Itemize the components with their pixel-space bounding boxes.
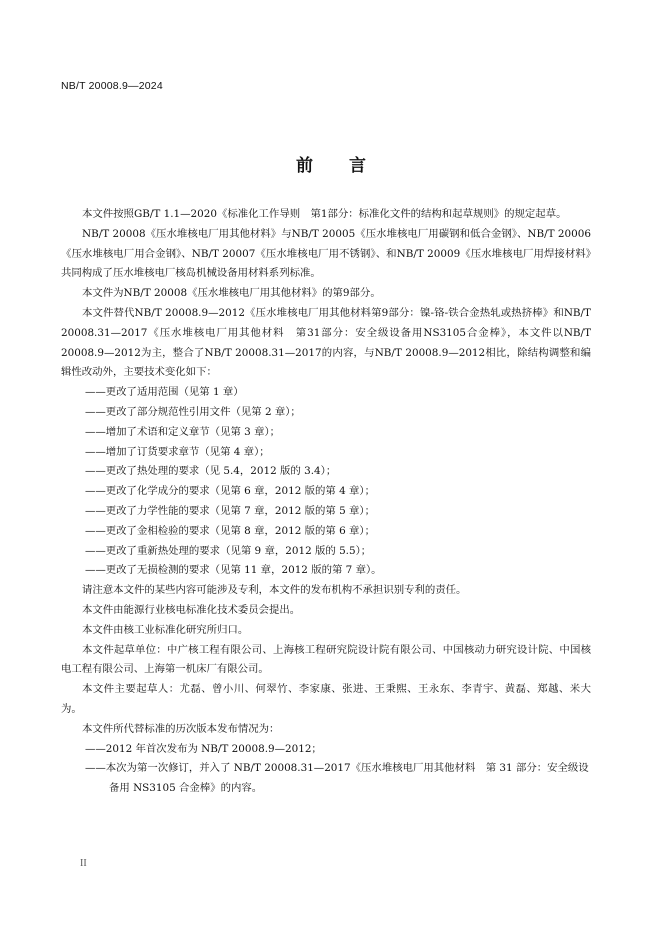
paragraph-patent: 请注意本文件的某些内容可能涉及专利，本文件的发布机构不承担识别专利的责任。 bbox=[82, 584, 467, 597]
page-number: II bbox=[80, 858, 87, 869]
document-id: NB/T 20008.9—2024 bbox=[61, 80, 163, 92]
paragraph-proposer: 本文件由能源行业核电标准化技术委员会提出。 bbox=[82, 603, 301, 616]
paragraph-drafting-rules: 本文件按照GB/T 1.1—2020《标准化工作导则 第1部分：标准化文件的结构和起草规则》的规定起草。 bbox=[82, 208, 567, 220]
change-item: ——更改了无损检测的要求（见第 11 章，2012 版的第 7 章）。 bbox=[85, 564, 382, 577]
paragraph-part: 本文件为NB/T 20008《压水堆核电厂用其他材料》的第9部分。 bbox=[82, 287, 381, 300]
change-item: ——更改了部分规范性引用文件（见第 2 章）； bbox=[85, 405, 301, 418]
paragraph-history-intro: 本文件所代替标准的历次版本发布情况为： bbox=[82, 722, 280, 735]
change-item: ——更改了金相检验的要求（见第 8 章，2012 版的第 6 章）； bbox=[85, 524, 375, 537]
history-item: ——2012 年首次发布为 NB/T 20008.9—2012； bbox=[85, 742, 322, 755]
change-item: ——增加了术语和定义章节（见第 3 章）； bbox=[85, 425, 281, 438]
change-item: ——更改了力学性能的要求（见第 7 章，2012 版的第 5 章）； bbox=[85, 504, 375, 517]
page-title: 前言 bbox=[296, 156, 402, 176]
history-item: ——本次为第一次修订，并入了 NB/T 20008.31—2017《压水堆核电厂用其他材料 第 31 部分：安全级设备用 NS3105 合金棒》的内容。 bbox=[85, 762, 589, 795]
change-item: ——增加了订货要求章节（见第 4 章）； bbox=[85, 445, 270, 458]
change-item: ——更改了适用范围（见第 1 章） bbox=[85, 386, 244, 399]
change-item: ——更改了化学成分的要求（见第 6 章，2012 版的第 4 章）； bbox=[85, 485, 375, 498]
paragraph-replacement: 本文件替代NB/T 20008.9—2012《压水堆核电厂用其他材料第9部分：镍-铬-铁合金热轧或热挤棒》和NB/T 20008.31—2017《压水堆核电厂用其他材料 第31部分：安全级设备用NS3105合金棒》，本文件以NB/T 20008.9—2012为主，整合了NB/T 20008.31—2017的内容，与NB/T 20008.9—2012相比，除结构调整和编辑性改动外，主要技术变化如下： bbox=[61, 306, 591, 379]
change-item: ——更改了重新热处理的要求（见第 9 章，2012 版的 5.5）； bbox=[85, 544, 372, 557]
foreword-body bbox=[61, 205, 591, 799]
paragraph-drafting-units: 本文件起草单位：中广核工程有限公司、上海核工程研究院设计院有限公司、中国核动力研究设计院、中国核电工程有限公司、上海第一机床厂有限公司。 bbox=[61, 643, 591, 676]
paragraph-drafters: 本文件主要起草人：尤磊、曾小川、何翠竹、李家康、张进、王秉熙、王永东、李青宇、黄磊、郑越、米大为。 bbox=[61, 683, 591, 715]
paragraph-administrator: 本文件由核工业标准化研究所归口。 bbox=[82, 623, 249, 636]
paragraph-series: NB/T 20008《压水堆核电厂用其他材料》与NB/T 20005《压水堆核电厂用碳钢和低合金钢》、NB/T 20006《压水堆核电厂用合金钢》、NB/T 20007《压水堆核电厂用不锈钢》、和NB/T 20009《压水堆核电厂用焊接材料》共同构成了压水堆核电厂核岛机械设备用材料系列标准。 bbox=[61, 227, 591, 280]
change-item: ——更改了热处理的要求（见 5.4，2012 版的 3.4）； bbox=[85, 465, 337, 478]
